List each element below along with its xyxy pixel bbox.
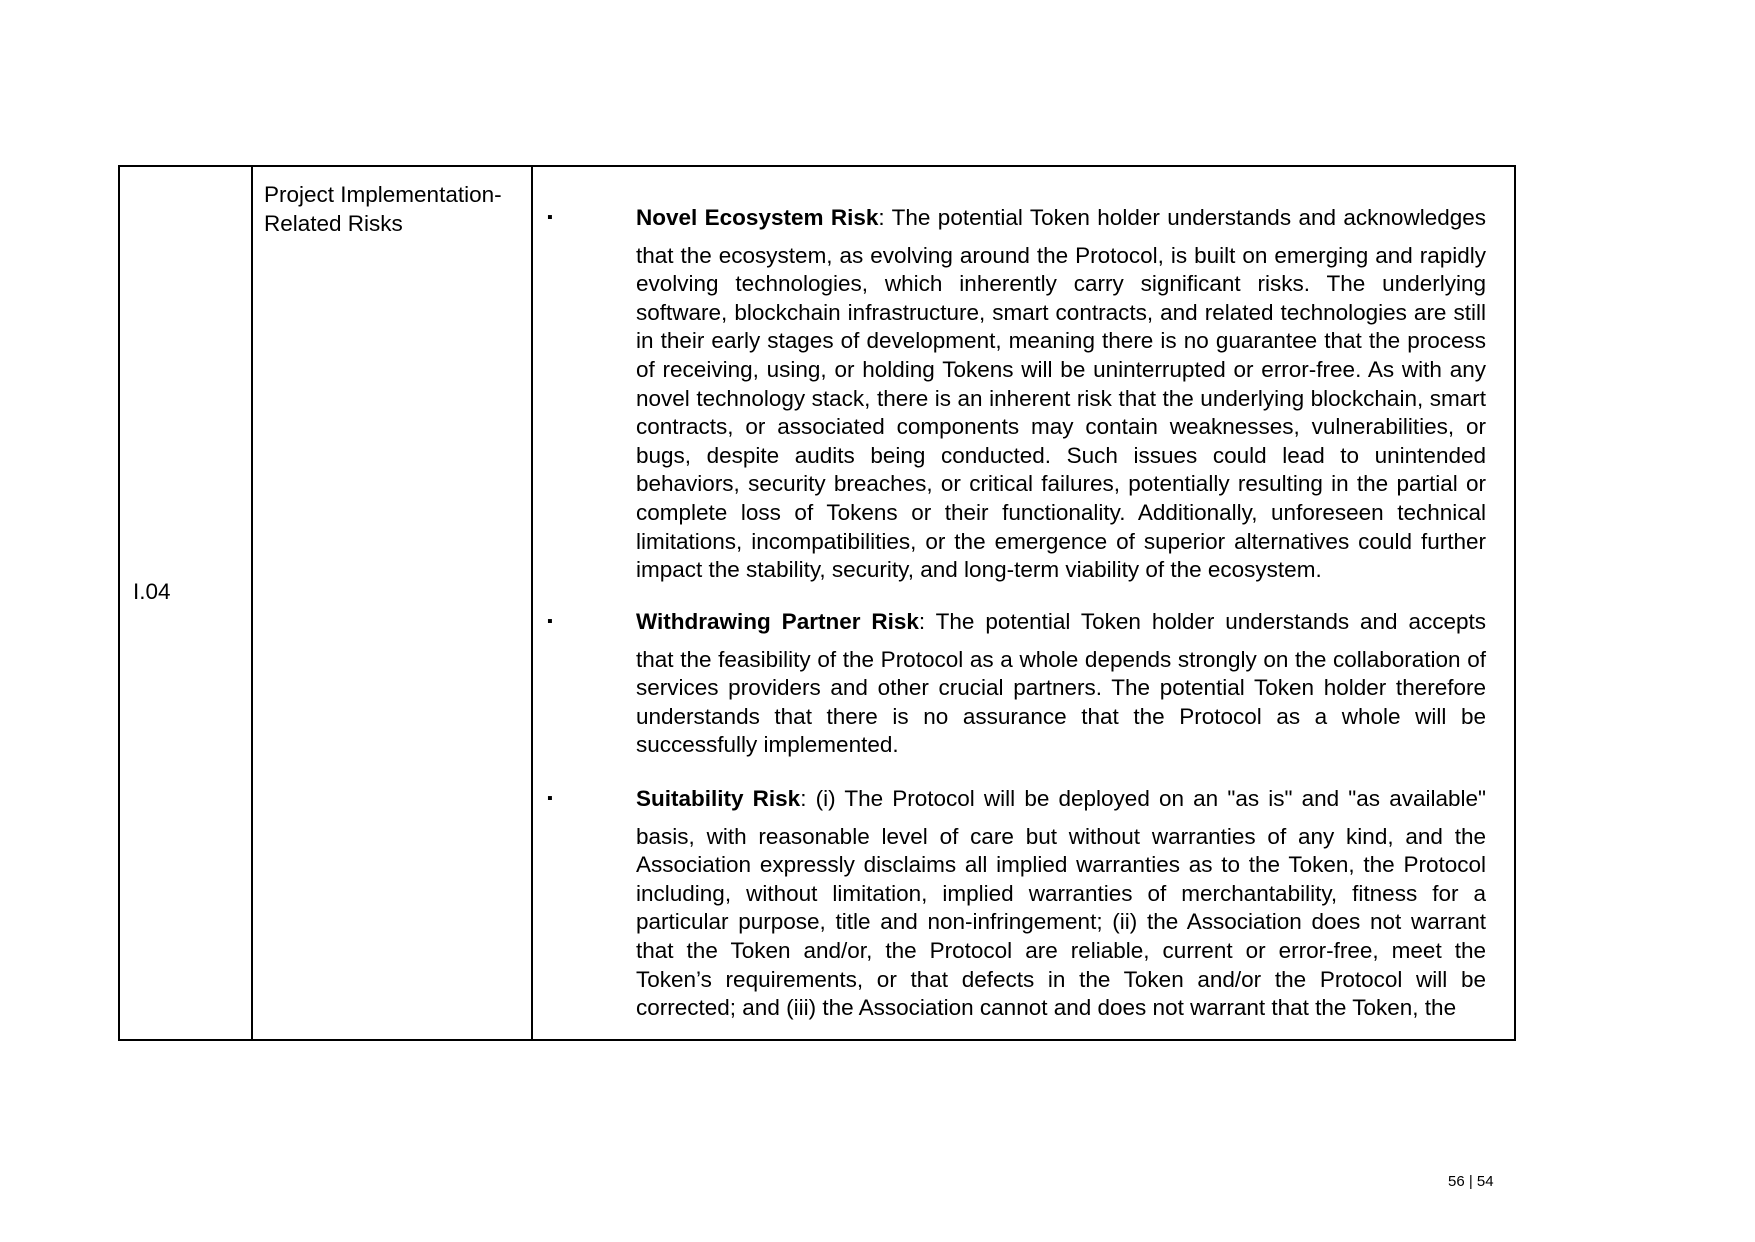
- risk-table: [118, 165, 1516, 1041]
- risk-category: Project Implementation-Related Risks: [264, 182, 502, 236]
- risk-text: [636, 608, 1486, 760]
- risk-first-line: [636, 608, 1486, 637]
- risk-title: Withdrawing Partner Risk: [636, 609, 919, 634]
- risk-title: Suitability Risk: [636, 786, 801, 811]
- risk-lead-text: : The potential Token holder understands and accepts: [918, 609, 1487, 634]
- risk-first-line: [636, 785, 1486, 814]
- risk-first-line: [636, 204, 1486, 233]
- risk-reference-number: I.04: [133, 579, 171, 604]
- risk-body: that the ecosystem, as evolving around the Protocol, is built on emerging and rapidly evolving technologies, which inherently carry significant risks. The underlying software, blockchain infrastructure, smart contracts, and related technologies are still in their early stages of development, meaning there is no guarantee that the process of receiving, using, or holding Tokens will be uninterrupted or error-free. As with any novel technology stack, there is an inherent risk that the underlying blockchain, smart contracts, or associated components may contain weaknesses, vulnerabilities, or bugs, despite audits being conducted. Such issues could lead to unintended behaviors, security breaches, or critical failures, potentially resulting in the partial or complete loss of Tokens or their functionality. Additionally, unforeseen technical limitations, incompatibilities, or the emergence of superior alternatives could further impact the stability, security, and long-term viability of the ecosystem.: [636, 242, 1486, 583]
- bullet-icon: ▪: [547, 790, 553, 807]
- risk-text: [636, 785, 1486, 1023]
- risk-body: basis, with reasonable level of care but without warranties of any kind, and the Association expressly disclaims all implied warranties as to the Token, the Protocol including, without limitation, implied warranties of merchantability, fitness for a particular purpose, title and non-infringement; (ii) the Association does not warrant that the Token and/or, the Protocol are reliable, current or error-free, meet the Token’s requirements, or that defects in the Token and/or the Protocol will be corrected; and (iii) the Association cannot and does not warrant that the Token, the: [636, 823, 1486, 1021]
- bullet-icon: ▪: [547, 613, 553, 630]
- risk-title: Novel Ecosystem Risk: [636, 205, 879, 230]
- bullet-icon: ▪: [547, 209, 553, 226]
- column-divider: [251, 167, 253, 1039]
- risk-text: [636, 204, 1486, 585]
- risk-body: that the feasibility of the Protocol as a whole depends strongly on the collaboration of services providers and other crucial partners. The potential Token holder therefore understands that there is no assurance that the Protocol as a whole will be successfully implemented.: [636, 646, 1486, 758]
- risk-descriptions-cell: [533, 167, 1516, 1039]
- risk-lead-text: : The potential Token holder understands and acknowledges: [878, 205, 1486, 230]
- page-number: 56 | 54: [1448, 1173, 1494, 1190]
- risk-lead-text: : (i) The Protocol will be deployed on an "as is" and "as available": [800, 786, 1487, 811]
